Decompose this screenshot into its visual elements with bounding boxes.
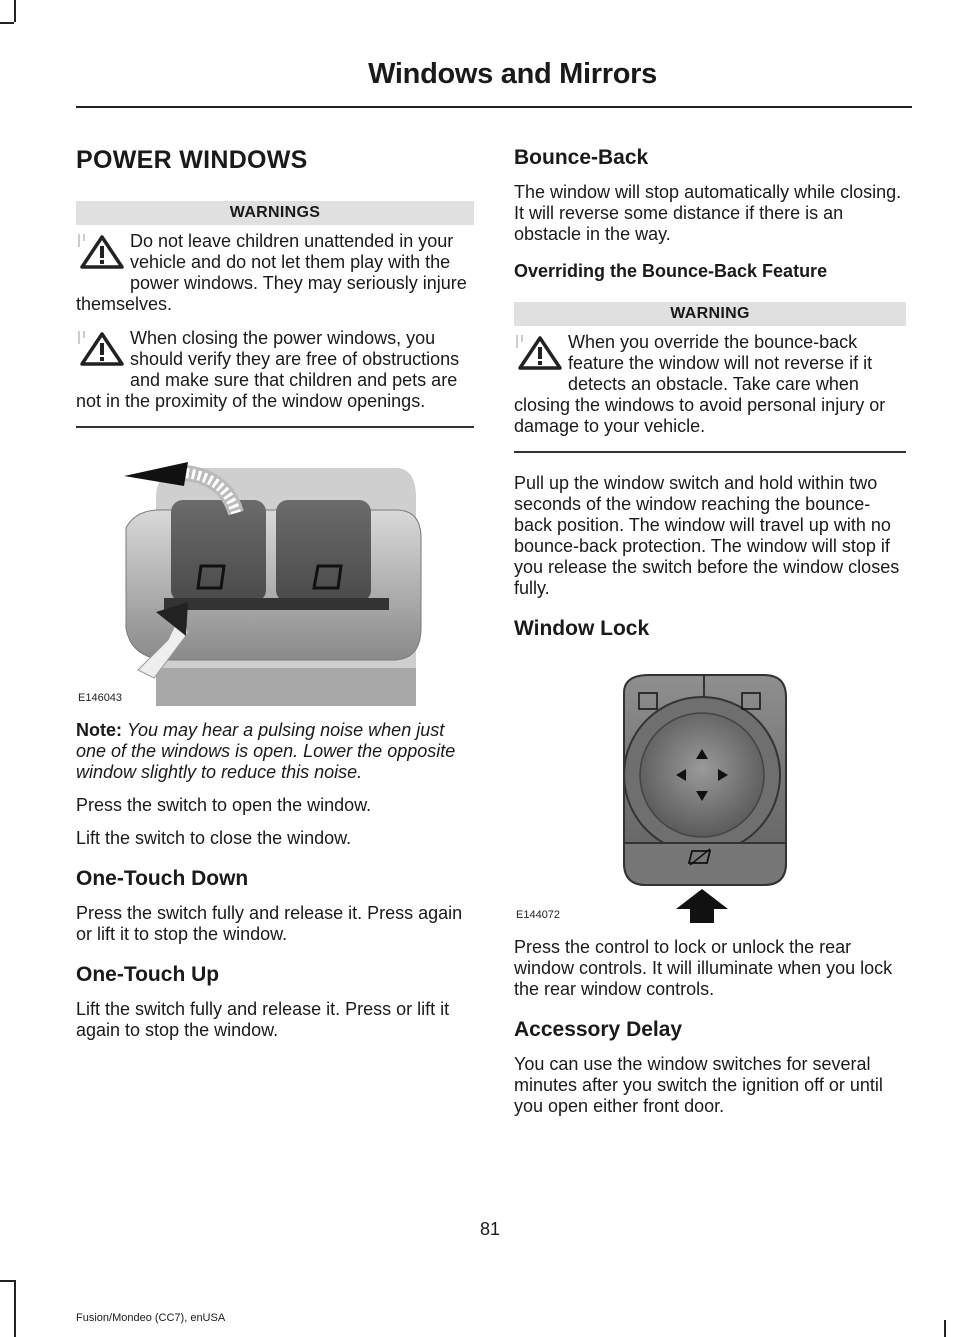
warning-text: Do not leave children unattended in your vehicle and do not let them play with the power windows. They may seriously injure themselves. bbox=[76, 231, 467, 314]
paragraph: Pull up the window switch and hold within two seconds of the window reaching the bounce-back position. The window will travel up with no bounce-back protection. The window will stop if you release the switch before the window closes fully. bbox=[514, 472, 900, 598]
figure-code: E144072 bbox=[516, 908, 561, 921]
crop-mark bbox=[0, 22, 14, 24]
warning-item bbox=[76, 231, 474, 315]
note bbox=[76, 720, 474, 783]
warning-divider bbox=[76, 426, 474, 428]
note-text: You may hear a pulsing noise when just one of the windows is open. Lower the opposite window slightly to reduce this noise. bbox=[76, 719, 456, 782]
page-header-title: Windows and Mirrors bbox=[368, 58, 657, 90]
right-column bbox=[514, 130, 906, 1129]
warnings-heading: WARNINGS bbox=[76, 201, 474, 225]
warning-heading: WARNING bbox=[514, 302, 906, 326]
subsection-title: Overriding the Bounce-Back Feature bbox=[514, 261, 828, 281]
footer-text: Fusion/Mondeo (CC7), enUSA bbox=[76, 1312, 226, 1324]
paragraph: You can use the window switches for several minutes after you switch the ignition off or until you open either front door. bbox=[514, 1053, 883, 1116]
subsection-title: Window Lock bbox=[514, 616, 650, 640]
subsection-title: One-Touch Up bbox=[76, 962, 220, 986]
warning-item bbox=[76, 328, 474, 412]
warning-text: When you override the bounce-back feature the window will not reverse if it detects an obstacle. Take care when closing the windows to avoid personal injury or damage to your vehicle. bbox=[514, 332, 886, 436]
subsection-title: One-Touch Down bbox=[76, 866, 249, 890]
crop-mark bbox=[944, 1320, 946, 1337]
window-lock-control-illustration bbox=[514, 653, 906, 923]
left-column bbox=[76, 130, 474, 1053]
warning-triangle-icon bbox=[76, 231, 128, 287]
window-lock-figure bbox=[514, 653, 906, 923]
subsection-title: Bounce-Back bbox=[514, 146, 649, 169]
paragraph: Press the control to lock or unlock the rear window controls. It will illuminate when you lock the rear window controls. bbox=[514, 936, 893, 999]
rear-console-illustration bbox=[76, 448, 474, 706]
header-divider bbox=[76, 106, 912, 108]
paragraph: Lift the switch to close the window. bbox=[76, 827, 352, 848]
warning-triangle-icon bbox=[76, 328, 128, 384]
crop-mark bbox=[14, 0, 16, 22]
note-label: Note: bbox=[76, 719, 122, 740]
subsection-title: Accessory Delay bbox=[514, 1017, 683, 1041]
figure-code: E146043 bbox=[78, 691, 123, 704]
crop-mark bbox=[0, 1280, 14, 1282]
paragraph: Press the switch fully and release it. Press again or lift it to stop the window. bbox=[76, 902, 463, 944]
section-title: POWER WINDOWS bbox=[76, 146, 308, 174]
warning-item bbox=[514, 332, 906, 437]
page-number: 81 bbox=[479, 1219, 501, 1239]
paragraph: The window will stop automatically while closing. It will reverse some distance if there is an obstacle in the way. bbox=[514, 182, 902, 244]
warning-triangle-icon bbox=[514, 332, 566, 388]
warning-text: When closing the power windows, you should verify they are free of obstructions and make sure that children and pets are not in the proximity of the window openings. bbox=[76, 328, 460, 411]
paragraph: Lift the switch fully and release it. Press or lift it again to stop the window. bbox=[76, 998, 450, 1040]
paragraph: Press the switch to open the window. bbox=[76, 794, 372, 815]
warning-divider bbox=[514, 451, 906, 453]
rear-window-switch-figure bbox=[76, 448, 474, 706]
crop-mark bbox=[14, 1280, 16, 1337]
